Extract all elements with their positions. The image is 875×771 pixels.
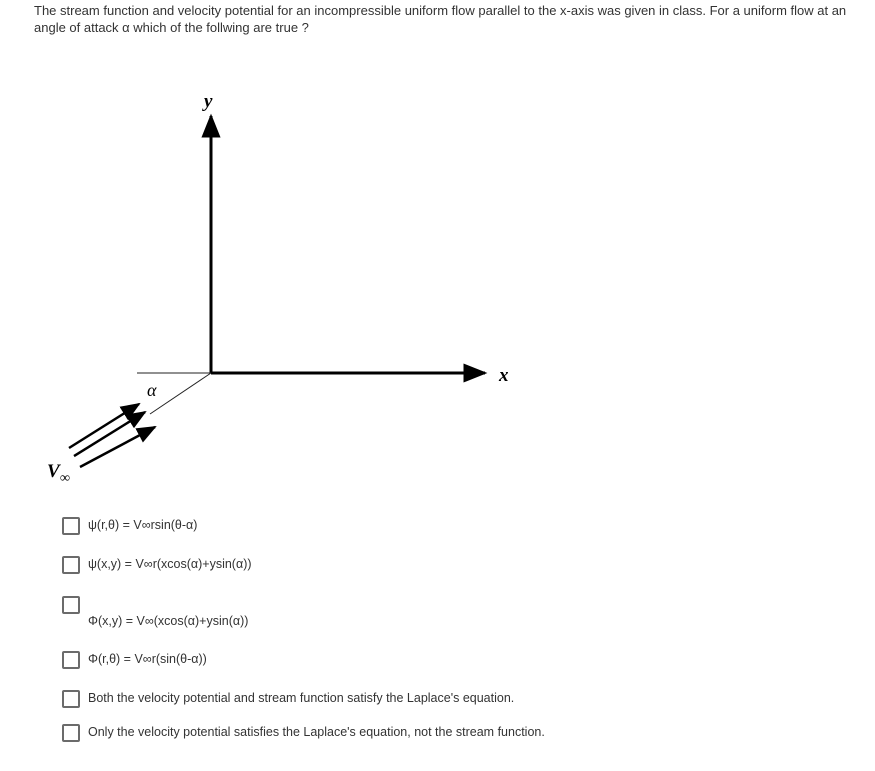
alpha-label: α: [147, 380, 157, 400]
option-1-checkbox[interactable]: [62, 517, 80, 535]
question-text: The stream function and velocity potential for an incompressible uniform flow parallel to the x-axis was given in class. For a uniform flow at an angle of attack α which of the follwing are true ?: [34, 3, 847, 35]
v-label: V: [47, 461, 60, 482]
option-4-checkbox[interactable]: [62, 651, 80, 669]
y-axis-label: y: [204, 91, 213, 112]
option-2-label: ψ(x,y) = V∞r(xcos(α)+ysin(α)): [88, 557, 252, 571]
option-4-label: Φ(r,θ) = V∞r(sin(θ-α)): [88, 652, 207, 666]
option-2-checkbox[interactable]: [62, 556, 80, 574]
option-3-checkbox[interactable]: [62, 596, 80, 614]
v-subscript: ∞: [60, 471, 70, 486]
option-6-label: Only the velocity potential satisfies the Laplace's equation, not the stream function.: [88, 725, 545, 739]
option-6-checkbox[interactable]: [62, 724, 80, 742]
option-5-checkbox[interactable]: [62, 690, 80, 708]
x-axis-label: x: [499, 365, 509, 386]
option-5-label: Both the velocity potential and stream function satisfy the Laplace's equation.: [88, 691, 515, 705]
flow-arrow-2: [74, 412, 145, 456]
option-3-label: Φ(x,y) = V∞(xcos(α)+ysin(α)): [88, 614, 249, 628]
angle-line: [150, 373, 211, 414]
option-1-label: ψ(r,θ) = V∞rsin(θ-α): [88, 518, 198, 532]
